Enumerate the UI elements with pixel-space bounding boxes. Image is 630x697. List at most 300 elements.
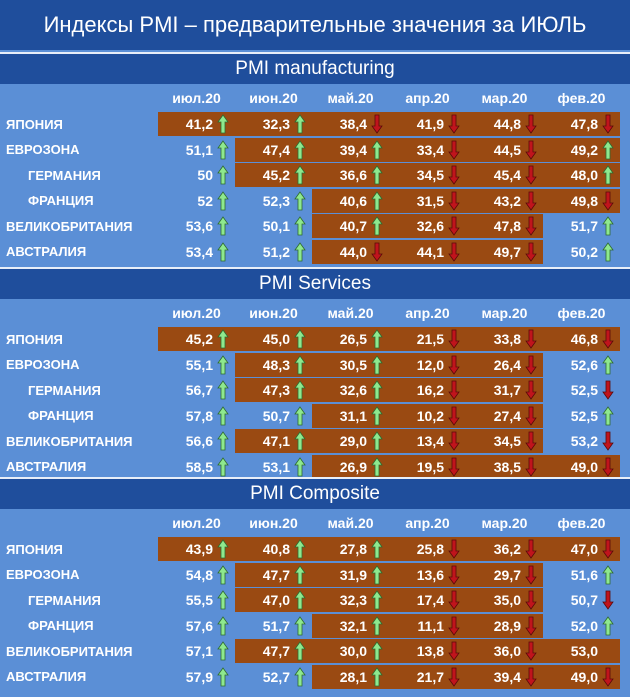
pmi-value: 32,3	[262, 116, 290, 132]
down-arrow-icon	[525, 329, 537, 349]
month-header: июн.20	[249, 305, 298, 321]
month-header: фев.20	[557, 90, 606, 106]
down-arrow-icon	[448, 667, 460, 687]
pmi-value: 38,4	[339, 116, 367, 132]
up-arrow-icon	[602, 165, 614, 185]
up-arrow-icon	[217, 165, 229, 185]
pmi-value: 28,9	[493, 617, 521, 634]
up-arrow-icon	[602, 140, 614, 160]
table-row	[6, 163, 624, 187]
up-arrow-icon	[294, 355, 306, 375]
up-arrow-icon	[294, 457, 306, 477]
up-arrow-icon	[602, 242, 614, 262]
pmi-value: 47,7	[262, 643, 290, 659]
up-arrow-icon	[294, 641, 306, 661]
up-arrow-icon	[294, 216, 306, 236]
pmi-value: 13,6	[416, 566, 444, 583]
month-header: мар.20	[481, 515, 528, 531]
table-row	[6, 404, 624, 428]
up-arrow-icon	[294, 242, 306, 262]
down-arrow-icon	[448, 641, 460, 661]
pmi-value: 27,4	[493, 407, 521, 424]
pmi-value: 50,7	[570, 592, 598, 608]
up-arrow-icon	[217, 667, 229, 687]
up-arrow-icon	[294, 191, 306, 211]
page-title: Индексы PMI – предварительные значения за ИЮЛЬ	[0, 0, 630, 50]
month-header-row	[6, 511, 624, 535]
pmi-value: 50,1	[262, 218, 290, 234]
up-arrow-icon	[217, 641, 229, 661]
pmi-value: 51,1	[185, 141, 213, 158]
pmi-value: 40,8	[262, 541, 290, 557]
down-arrow-icon	[448, 140, 460, 160]
down-arrow-icon	[602, 114, 614, 134]
pmi-value: 48,0	[570, 167, 598, 183]
pmi-value-cell	[466, 138, 543, 162]
pmi-value: 33,4	[416, 141, 444, 158]
month-header: фев.20	[557, 305, 606, 321]
country-label: ЯПОНИЯ	[6, 541, 63, 557]
pmi-value: 31,7	[493, 382, 521, 398]
pmi-value-cell	[158, 189, 235, 213]
up-arrow-icon	[371, 165, 383, 185]
pmi-value-cell	[466, 537, 543, 561]
pmi-value: 12,0	[416, 356, 444, 373]
pmi-value: 55,1	[185, 356, 213, 373]
up-arrow-icon	[371, 191, 383, 211]
month-header: май.20	[327, 515, 374, 531]
table-row	[6, 563, 624, 587]
pmi-value-cell	[312, 614, 389, 638]
pmi-value: 45,2	[262, 167, 290, 183]
pmi-value-cell	[389, 378, 466, 402]
down-arrow-icon	[448, 242, 460, 262]
pmi-value: 45,2	[185, 331, 213, 347]
month-header: мар.20	[481, 305, 528, 321]
country-label: ВЕЛИКОБРИТАНИЯ	[6, 643, 133, 659]
pmi-value-cell	[235, 378, 312, 402]
pmi-value-cell	[158, 240, 235, 264]
pmi-value-cell	[235, 563, 312, 587]
pmi-value-cell	[466, 639, 543, 663]
pmi-value-cell	[312, 163, 389, 187]
down-arrow-icon	[602, 539, 614, 559]
pmi-value: 33,8	[493, 331, 521, 347]
table-row	[6, 639, 624, 663]
pmi-value: 45,4	[493, 167, 521, 183]
down-arrow-icon	[448, 380, 460, 400]
down-arrow-icon	[525, 355, 537, 375]
up-arrow-icon	[294, 565, 306, 585]
up-arrow-icon	[294, 539, 306, 559]
pmi-value: 57,6	[185, 617, 213, 634]
pmi-value: 40,7	[339, 218, 367, 234]
pmi-value-cell	[158, 112, 235, 136]
table-row	[6, 214, 624, 238]
country-label: АВСТРАЛИЯ	[6, 244, 87, 259]
month-header: фев.20	[557, 515, 606, 531]
up-arrow-icon	[217, 355, 229, 375]
up-arrow-icon	[371, 457, 383, 477]
pmi-value-cell	[466, 614, 543, 638]
pmi-value: 25,8	[416, 541, 444, 557]
down-arrow-icon	[448, 355, 460, 375]
down-arrow-icon	[525, 216, 537, 236]
pmi-value: 47,0	[262, 592, 290, 608]
country-label: ЕВРОЗОНА	[6, 357, 80, 372]
pmi-value: 47,8	[570, 116, 598, 132]
pmi-value-cell	[235, 537, 312, 561]
country-label: АВСТРАЛИЯ	[6, 459, 87, 474]
up-arrow-icon	[371, 355, 383, 375]
up-arrow-icon	[217, 406, 229, 426]
pmi-value-cell	[543, 429, 620, 453]
up-arrow-icon	[217, 140, 229, 160]
month-header: июл.20	[172, 305, 221, 321]
up-arrow-icon	[294, 406, 306, 426]
pmi-value-cell	[389, 429, 466, 453]
country-label: АВСТРАЛИЯ	[6, 669, 87, 684]
pmi-value-cell	[466, 189, 543, 213]
pmi-value-cell	[543, 588, 620, 612]
country-label: ВЕЛИКОБРИТАНИЯ	[6, 433, 133, 449]
pmi-value: 56,6	[185, 433, 213, 449]
month-header: апр.20	[405, 515, 450, 531]
up-arrow-icon	[217, 329, 229, 349]
section-title: PMI Services	[0, 267, 630, 299]
pmi-value: 43,2	[493, 192, 521, 209]
down-arrow-icon	[602, 590, 614, 610]
down-arrow-icon	[602, 191, 614, 211]
pmi-value-cell	[389, 639, 466, 663]
section-title: PMI manufacturing	[0, 52, 630, 84]
pmi-value-cell	[312, 353, 389, 377]
pmi-value: 40,6	[339, 192, 367, 209]
country-label: ЯПОНИЯ	[6, 331, 63, 347]
pmi-value-cell	[158, 404, 235, 428]
pmi-value-cell	[389, 537, 466, 561]
pmi-value: 29,0	[339, 433, 367, 449]
down-arrow-icon	[602, 457, 614, 477]
down-arrow-icon	[602, 431, 614, 451]
section-table	[6, 509, 624, 690]
month-header: апр.20	[405, 90, 450, 106]
pmi-value: 56,7	[185, 382, 213, 398]
pmi-value-cell	[235, 214, 312, 238]
pmi-value: 32,1	[339, 617, 367, 634]
pmi-value-cell	[312, 327, 389, 351]
down-arrow-icon	[448, 590, 460, 610]
up-arrow-icon	[371, 539, 383, 559]
month-header: апр.20	[405, 305, 450, 321]
pmi-value: 47,0	[570, 541, 598, 557]
pmi-value: 44,5	[493, 141, 521, 158]
pmi-value: 44,0	[339, 243, 367, 260]
pmi-value: 29,7	[493, 566, 521, 583]
pmi-value-cell	[158, 588, 235, 612]
pmi-value-cell	[543, 240, 620, 264]
month-header-row	[6, 301, 624, 325]
pmi-value-cell	[312, 404, 389, 428]
section-table	[6, 84, 624, 265]
pmi-value: 52,7	[262, 668, 290, 685]
down-arrow-icon	[525, 165, 537, 185]
pmi-value: 45,0	[262, 331, 290, 347]
pmi-value: 47,4	[262, 141, 290, 158]
pmi-value-cell	[466, 455, 543, 479]
pmi-value: 52,6	[570, 356, 598, 373]
pmi-value-cell	[466, 214, 543, 238]
pmi-value: 52,5	[570, 407, 598, 424]
pmi-value: 50,7	[262, 407, 290, 424]
pmi-value: 53,2	[570, 433, 598, 449]
pmi-value-cell	[466, 429, 543, 453]
pmi-value: 32,3	[339, 592, 367, 608]
pmi-value-cell	[312, 665, 389, 689]
pmi-value-cell	[158, 214, 235, 238]
pmi-value-cell	[158, 138, 235, 162]
down-arrow-icon	[525, 191, 537, 211]
up-arrow-icon	[602, 616, 614, 636]
pmi-value-cell	[389, 455, 466, 479]
up-arrow-icon	[602, 565, 614, 585]
pmi-value-cell	[466, 163, 543, 187]
pmi-value: 49,0	[570, 668, 598, 685]
pmi-value: 16,2	[416, 382, 444, 398]
pmi-value-cell	[235, 189, 312, 213]
table-row	[6, 240, 624, 264]
pmi-value-cell	[389, 214, 466, 238]
down-arrow-icon	[448, 565, 460, 585]
table-row	[6, 138, 624, 162]
pmi-value: 54,8	[185, 566, 213, 583]
pmi-value-cell	[543, 455, 620, 479]
section-title: PMI Composite	[0, 477, 630, 509]
country-label: ГЕРМАНИЯ	[28, 592, 101, 608]
pmi-value: 13,4	[416, 433, 444, 449]
pmi-value-cell	[235, 163, 312, 187]
pmi-value-cell	[158, 327, 235, 351]
up-arrow-icon	[602, 406, 614, 426]
up-arrow-icon	[602, 216, 614, 236]
pmi-value: 51,7	[570, 218, 598, 234]
pmi-value-cell	[312, 563, 389, 587]
pmi-value: 36,6	[339, 167, 367, 183]
pmi-value-cell	[466, 665, 543, 689]
up-arrow-icon	[371, 641, 383, 661]
pmi-value: 47,1	[262, 433, 290, 449]
table-row	[6, 378, 624, 402]
pmi-value-cell	[389, 163, 466, 187]
down-arrow-icon	[448, 457, 460, 477]
pmi-value: 55,5	[185, 592, 213, 608]
pmi-value: 27,8	[339, 541, 367, 557]
table-row	[6, 327, 624, 351]
pmi-value-cell	[389, 614, 466, 638]
pmi-value-cell	[312, 455, 389, 479]
pmi-value-cell	[158, 537, 235, 561]
pmi-value: 44,1	[416, 243, 444, 260]
pmi-value: 28,1	[339, 668, 367, 685]
pmi-value-cell	[235, 353, 312, 377]
pmi-value: 26,4	[493, 356, 521, 373]
pmi-value: 21,5	[416, 331, 444, 347]
down-arrow-icon	[525, 565, 537, 585]
pmi-value-cell	[389, 353, 466, 377]
pmi-value-cell	[158, 455, 235, 479]
pmi-value: 53,0	[570, 643, 598, 659]
pmi-value-cell	[158, 563, 235, 587]
pmi-value: 32,6	[416, 218, 444, 234]
up-arrow-icon	[217, 216, 229, 236]
up-arrow-icon	[217, 590, 229, 610]
down-arrow-icon	[448, 165, 460, 185]
pmi-value: 30,5	[339, 356, 367, 373]
pmi-value: 49,8	[570, 192, 598, 209]
pmi-value-cell	[389, 665, 466, 689]
pmi-value: 47,7	[262, 566, 290, 583]
down-arrow-icon	[448, 329, 460, 349]
up-arrow-icon	[371, 140, 383, 160]
pmi-value-cell	[543, 404, 620, 428]
pmi-value: 11,1	[417, 617, 444, 634]
pmi-value-cell	[389, 327, 466, 351]
pmi-value: 49,2	[570, 141, 598, 158]
pmi-value-cell	[543, 665, 620, 689]
down-arrow-icon	[371, 242, 383, 262]
down-arrow-icon	[371, 114, 383, 134]
up-arrow-icon	[294, 165, 306, 185]
pmi-value: 44,8	[493, 116, 521, 132]
pmi-value-cell	[235, 327, 312, 351]
up-arrow-icon	[371, 406, 383, 426]
pmi-value-cell	[235, 138, 312, 162]
pmi-value-cell	[543, 327, 620, 351]
down-arrow-icon	[525, 242, 537, 262]
up-arrow-icon	[294, 380, 306, 400]
down-arrow-icon	[525, 380, 537, 400]
pmi-value: 36,2	[493, 541, 521, 557]
up-arrow-icon	[294, 431, 306, 451]
country-label: ФРАНЦИЯ	[28, 618, 94, 633]
pmi-value-cell	[312, 378, 389, 402]
up-arrow-icon	[217, 114, 229, 134]
pmi-value: 52,5	[570, 382, 598, 398]
pmi-value-cell	[235, 639, 312, 663]
up-arrow-icon	[294, 590, 306, 610]
month-header: июн.20	[249, 515, 298, 531]
pmi-value-cell	[158, 639, 235, 663]
pmi-value: 57,1	[185, 643, 213, 659]
pmi-value: 39,4	[339, 141, 367, 158]
pmi-value-cell	[389, 563, 466, 587]
pmi-value: 26,5	[339, 331, 367, 347]
pmi-value: 57,8	[185, 407, 213, 424]
pmi-value-cell	[235, 429, 312, 453]
pmi-value: 31,9	[339, 566, 367, 583]
pmi-value: 21,7	[416, 668, 444, 685]
table-row	[6, 588, 624, 612]
pmi-value: 35,0	[493, 592, 521, 608]
pmi-value-cell	[466, 353, 543, 377]
up-arrow-icon	[217, 242, 229, 262]
pmi-value-cell	[543, 639, 620, 663]
pmi-value: 53,6	[185, 218, 213, 234]
pmi-value: 34,5	[416, 167, 444, 183]
up-arrow-icon	[294, 140, 306, 160]
pmi-value: 50,2	[570, 243, 598, 260]
up-arrow-icon	[217, 539, 229, 559]
pmi-value-cell	[312, 588, 389, 612]
up-arrow-icon	[217, 431, 229, 451]
pmi-value: 46,8	[570, 331, 598, 347]
pmi-value: 57,9	[185, 668, 213, 685]
pmi-value: 49,0	[570, 458, 598, 475]
down-arrow-icon	[448, 431, 460, 451]
down-arrow-icon	[448, 216, 460, 236]
country-label: ЯПОНИЯ	[6, 116, 63, 132]
pmi-value: 17,4	[416, 592, 444, 608]
up-arrow-icon	[294, 667, 306, 687]
pmi-value-cell	[235, 614, 312, 638]
down-arrow-icon	[448, 616, 460, 636]
down-arrow-icon	[602, 329, 614, 349]
country-label: ГЕРМАНИЯ	[28, 382, 101, 398]
pmi-value-cell	[158, 665, 235, 689]
pmi-value: 41,9	[416, 116, 444, 132]
table-row	[6, 614, 624, 638]
country-label: ГЕРМАНИЯ	[28, 167, 101, 183]
pmi-value-cell	[466, 563, 543, 587]
pmi-value-cell	[235, 112, 312, 136]
month-header: май.20	[327, 90, 374, 106]
table-row	[6, 665, 624, 689]
down-arrow-icon	[525, 539, 537, 559]
up-arrow-icon	[217, 616, 229, 636]
pmi-value-cell	[312, 138, 389, 162]
country-label: ЕВРОЗОНА	[6, 142, 80, 157]
down-arrow-icon	[525, 457, 537, 477]
up-arrow-icon	[371, 380, 383, 400]
section-table	[6, 299, 624, 480]
pmi-value-cell	[312, 429, 389, 453]
pmi-value: 31,5	[416, 192, 444, 209]
pmi-value: 10,2	[416, 407, 444, 424]
pmi-value-cell	[312, 112, 389, 136]
up-arrow-icon	[371, 565, 383, 585]
up-arrow-icon	[217, 380, 229, 400]
pmi-value-cell	[543, 378, 620, 402]
pmi-value-cell	[235, 404, 312, 428]
down-arrow-icon	[525, 616, 537, 636]
pmi-value: 51,6	[570, 566, 598, 583]
pmi-value-cell	[235, 455, 312, 479]
up-arrow-icon	[371, 616, 383, 636]
table-row	[6, 429, 624, 453]
up-arrow-icon	[371, 667, 383, 687]
up-arrow-icon	[217, 457, 229, 477]
pmi-value-cell	[389, 588, 466, 612]
pmi-value: 50	[197, 167, 213, 183]
month-header: мар.20	[481, 90, 528, 106]
up-arrow-icon	[294, 114, 306, 134]
pmi-value-cell	[158, 353, 235, 377]
pmi-value-cell	[389, 404, 466, 428]
pmi-value: 19,5	[416, 458, 444, 475]
pmi-value-cell	[466, 404, 543, 428]
pmi-value: 38,5	[493, 458, 521, 475]
up-arrow-icon	[371, 329, 383, 349]
